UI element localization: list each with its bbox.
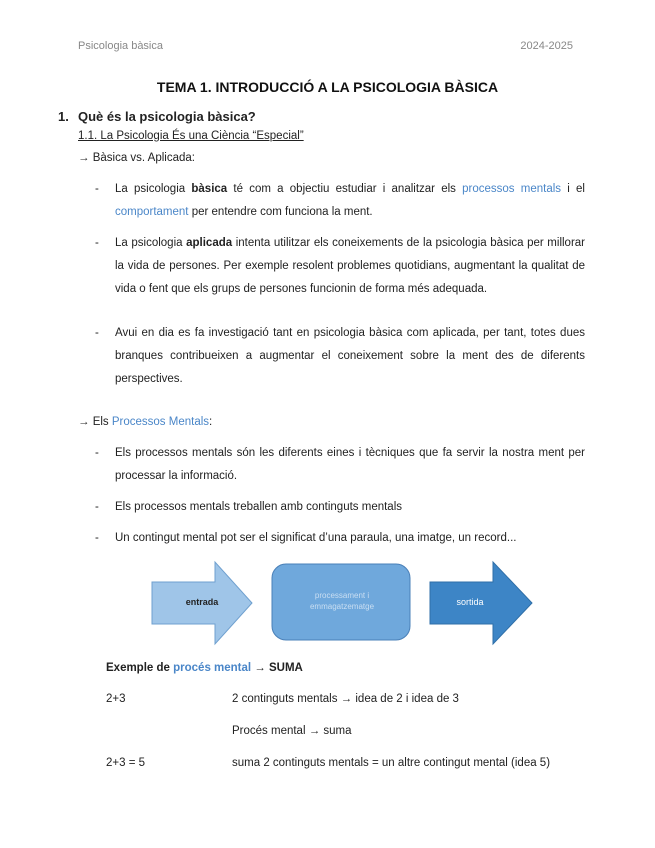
section-number: 1.: [58, 109, 69, 124]
header-course: Psicologia bàsica: [78, 40, 163, 52]
subsection-heading: 1.1. La Psicologia És una Ciència “Especial”: [78, 130, 304, 142]
bullet-applied: - La psicologia aplicada intenta utilitzar els coneixements de la psicologia bàsica per millorar la vida de persones. Per exemple resolent problemes quotidians, augmentant la qualitat de vida o fent que els grups de persones funcionin de forma més adequada.: [95, 237, 585, 295]
bullet-research: - Avui en dia es fa investigació tant en psicologia bàsica com aplicada, per tant, totes dues branques contribueixen a augmentar el coneixement sobre la ment des de diferents perspectives.: [95, 327, 585, 385]
example-left: 2+3 = 5: [106, 757, 146, 769]
example-heading: Exemple de procés mental → SUMA: [106, 662, 303, 674]
bullet-list-item: - Els processos mentals són les diferents eines i tècniques que fa servir la nostra ment per processar la informació.: [95, 447, 585, 482]
arrow-basic-vs-applied: → Bàsica vs. Aplicada:: [78, 152, 195, 164]
example-right: suma 2 continguts mentals = un altre contingut mental (idea 5): [232, 757, 551, 769]
process-label: processament i emmagatzematge: [309, 591, 375, 611]
example-left: 2+3: [106, 693, 126, 705]
output-label: sortida: [456, 597, 484, 607]
bullet-list-item: - Un contingut mental pot ser el significat d’una paraula, una imatge, un record...: [95, 532, 517, 544]
header-year: 2024-2025: [520, 40, 573, 52]
arrow-mental-processes: → Els Processos Mentals:: [78, 416, 213, 428]
page-title: TEMA 1. INTRODUCCIÓ A LA PSICOLOGIA BÀSICA: [156, 79, 499, 95]
input-label: entrada: [185, 597, 219, 607]
bullet-basic: - La psicologia bàsica té com a objectiu estudiar i analitzar els processos mentals i el comportament per entendre com funciona la ment.: [95, 183, 585, 218]
bullet-list-item: - Els processos mentals treballen amb continguts mentals: [95, 501, 403, 513]
section-title: Què és la psicologia bàsica?: [78, 109, 256, 124]
section-heading: [58, 109, 256, 124]
example-right: Procés mental → suma: [232, 725, 352, 737]
example-right: 2 continguts mentals → idea de 2 i idea de 3: [232, 693, 459, 705]
